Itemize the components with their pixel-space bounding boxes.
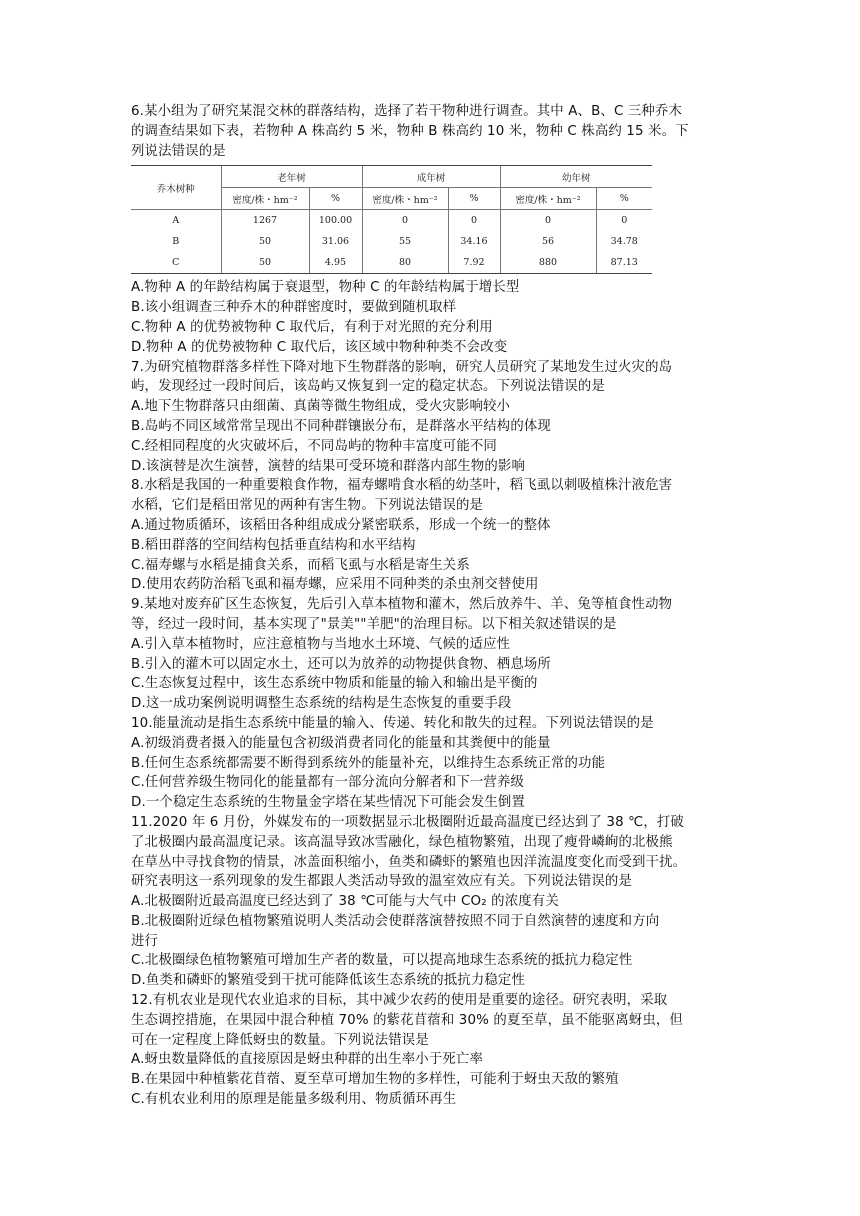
document-content: [131, 102, 731, 1110]
table-cell: 55: [362, 231, 448, 252]
table-cell: B: [172, 236, 180, 248]
table-cell: 80: [362, 252, 448, 274]
question-text-line: 屿，发现经过一段时间后，该岛屿又恢复到一定的稳定状态。下列说法错误的是: [131, 379, 605, 395]
option-d: D.这一成功案例说明调整生态系统的结构是生态恢复的重要手段: [131, 696, 512, 712]
table-cell: 50: [221, 252, 309, 274]
option-a: A.北极圈附近最高温度已经达到了 38 ℃可能与大气中 CO₂ 的浓度有关: [131, 894, 559, 910]
option-a: A.初级消费者摄入的能量包含初级消费者同化的能量和其粪便中的能量: [131, 735, 551, 751]
option-d: D.一个稳定生态系统的生物量金字塔在某些情况下可能会发生倒置: [131, 795, 526, 811]
question-text-line: 在草丛中寻找食物的情景，冰盖面积缩小，鱼类和磷虾的繁殖也因洋流温度变化而受到干扰。: [131, 854, 687, 870]
option-a: A.通过物质循环，该稻田各种组成成分紧密联系，形成一个统一的整体: [131, 517, 551, 533]
table-cell: A: [172, 215, 180, 227]
table-subheader: %: [309, 188, 362, 210]
option-b: B.在果园中种植紫花苜蓿、夏至草可增加生物的多样性，可能利于蚜虫天敌的繁殖: [131, 1072, 619, 1088]
option-b: B.北极圈附近绿色植物繁殖说明人类活动会使群落演替按照不同于自然演替的速度和方向: [131, 913, 660, 929]
table-cell: 87.13: [596, 252, 652, 274]
question-text-line: 水稻，它们是稻田常见的两种有害生物。下列说法错误的是: [131, 498, 484, 514]
option-b: B.引入的灌木可以固定水土，还可以为放养的动物提供食物、栖息场所: [131, 656, 551, 672]
question-text-line: 生态调控措施，在果园中混合种植 70% 的紫花苜蓿和 30% 的夏至草，虽不能驱离蚜虫，但: [131, 1012, 683, 1028]
table-cell: 34.16: [448, 231, 500, 252]
option-a: A.地下生物群落只由细菌、真菌等微生物组成，受火灾影响较小: [131, 399, 511, 415]
table-cell: 7.92: [448, 252, 500, 274]
option-b-continued: 进行: [131, 933, 159, 949]
table-subheader: %: [448, 188, 500, 210]
question-text-line: 8.水稻是我国的一种重要粮食作物，福寿螺啃食水稻的幼茎叶，稻飞虱以刺吸植株汁液危害: [131, 478, 673, 494]
question-text-line: 等，经过一段时间，基本实现了"景美""羊肥"的治理目标。以下相关叙述错误的是: [131, 616, 617, 632]
option-b: B.任何生态系统都需要不断得到系统外的能量补充，以维持生态系统正常的功能: [131, 755, 606, 771]
table-group-header: 成年树: [362, 166, 500, 188]
table-cell: 0: [448, 210, 500, 232]
question-text-line: 研究表明这一系列现象的发生都跟人类活动导致的温室效应有关。下列说法错误的是: [131, 874, 633, 890]
option-c: C.任何营养级生物同化的能量都有一部分流向分解者和下一营养级: [131, 775, 525, 791]
table-subheader: %: [596, 188, 652, 210]
option-d: D.该演替是次生演替，演替的结果可受环境和群落内部生物的影响: [131, 458, 526, 474]
table-row-header: 乔木树种: [131, 166, 221, 210]
question-text-line: 6.某小组为了研究某混交林的群落结构，选择了若干物种进行调查。其中 A、B、C 三种乔木: [131, 104, 683, 119]
question-12: [131, 991, 731, 1110]
table-subheader: 密度/株・hm⁻²: [221, 188, 309, 210]
table-row: [131, 252, 652, 274]
question-text-line: 的调查结果如下表，若物种 A 株高约 5 米，物种 B 株高约 10 米，物种 C 株高约 15 米。下: [131, 123, 689, 139]
table-subheader: 密度/株・hm⁻²: [362, 188, 448, 210]
option-b: B.稻田群落的空间结构包括垂直结构和水平结构: [131, 537, 416, 553]
table-cell: 31.06: [309, 231, 362, 252]
table-cell: C: [131, 252, 221, 274]
question-text-line: 9.某地对废弃矿区生态恢复，先后引入草本植物和灌木，然后放养牛、羊、兔等植食性动物: [131, 597, 673, 613]
question-9: [131, 595, 731, 714]
table-cell: 4.95: [309, 252, 362, 274]
table-subheader: 密度/株・hm⁻²: [500, 188, 596, 210]
option-b: B.岛屿不同区域常常呈现出不同种群镶嵌分布，是群落水平结构的体现: [131, 418, 551, 434]
table-cell: 880: [500, 252, 596, 274]
question-text-line: 11.2020 年 6 月份，外媒发布的一项数据显示北极圈附近最高温度已经达到了 38 ℃，打破: [131, 814, 684, 830]
option-c: C.福寿螺与水稻是捕食关系，而稻飞虱与水稻是寄生关系: [131, 557, 470, 573]
option-b: B.该小组调查三种乔木的种群密度时，要做到随机取样: [131, 300, 457, 316]
option-d: D.物种 A 的优势被物种 C 取代后，该区域中物种种类不会改变: [131, 339, 508, 355]
question-10: [131, 714, 731, 813]
question-8: [131, 476, 731, 595]
table-cell: 1267: [221, 210, 309, 232]
option-a: A.物种 A 的年龄结构属于衰退型，物种 C 的年龄结构属于增长型: [131, 280, 520, 296]
option-d: D.使用农药防治稻飞虱和福寿螺，应采用不同种类的杀虫剂交替使用: [131, 577, 539, 593]
question-text-line: 可在一定程度上降低蚜虫的数量。下列说法错误是: [131, 1032, 429, 1048]
option-c: C.北极圈绿色植物繁殖可增加生产者的数量，可以提高地球生态系统的抵抗力稳定性: [131, 953, 633, 969]
question-text-line: 列说法错误的是: [131, 143, 226, 159]
question-11: [131, 813, 731, 991]
table-group-header: 老年树: [221, 166, 362, 188]
table-cell: 0: [500, 210, 596, 232]
table-cell: 0: [362, 210, 448, 232]
table-cell: 34.78: [596, 231, 652, 252]
question-text-line: 12.有机农业是现代农业追求的目标，其中减少农药的使用是重要的途径。研究表明，采取: [131, 993, 668, 1009]
question-text-line: 了北极圈内最高温度记录。该高温导致冰雪融化，绿色植物繁殖，出现了瘦骨嶙峋的北极熊: [131, 834, 673, 850]
question-7: [131, 358, 731, 477]
option-c: C.物种 A 的优势被物种 C 取代后，有利于对光照的充分利用: [131, 319, 493, 335]
option-c: C.生态恢复过程中，该生态系统中物质和能量的输入和输出是平衡的: [131, 676, 538, 692]
option-c: C.经相同程度的火灾破坏后，不同岛屿的物种丰富度可能不同: [131, 438, 497, 454]
option-a: A.蚜虫数量降低的直接原因是蚜虫种群的出生率小于死亡率: [131, 1052, 483, 1068]
tree-survey-table: [131, 165, 652, 274]
table-cell: 100.00: [309, 210, 362, 232]
table-cell: 0: [596, 210, 652, 232]
question-text-line: 7.为研究植物群落多样性下降对地下生物群落的影响，研究人员研究了某地发生过火灾的岛: [131, 359, 673, 375]
question-text-line: 10.能量流动是指生态系统中能量的输入、传递、转化和散失的过程。下列说法错误的是: [131, 715, 654, 731]
table-cell: 56: [500, 231, 596, 252]
option-c: C.有机农业利用的原理是能量多级利用、物质循环再生: [131, 1092, 457, 1108]
table-cell: 50: [221, 231, 309, 252]
table-group-header: 幼年树: [500, 166, 652, 188]
option-a: A.引入草本植物时，应注意植物与当地水土环境、气候的适应性: [131, 636, 511, 652]
table-row: [131, 231, 652, 252]
table-row: [131, 210, 652, 232]
question-6: [131, 102, 731, 358]
option-d: D.鱼类和磷虾的繁殖受到干扰可能降低该生态系统的抵抗力稳定性: [131, 973, 526, 989]
